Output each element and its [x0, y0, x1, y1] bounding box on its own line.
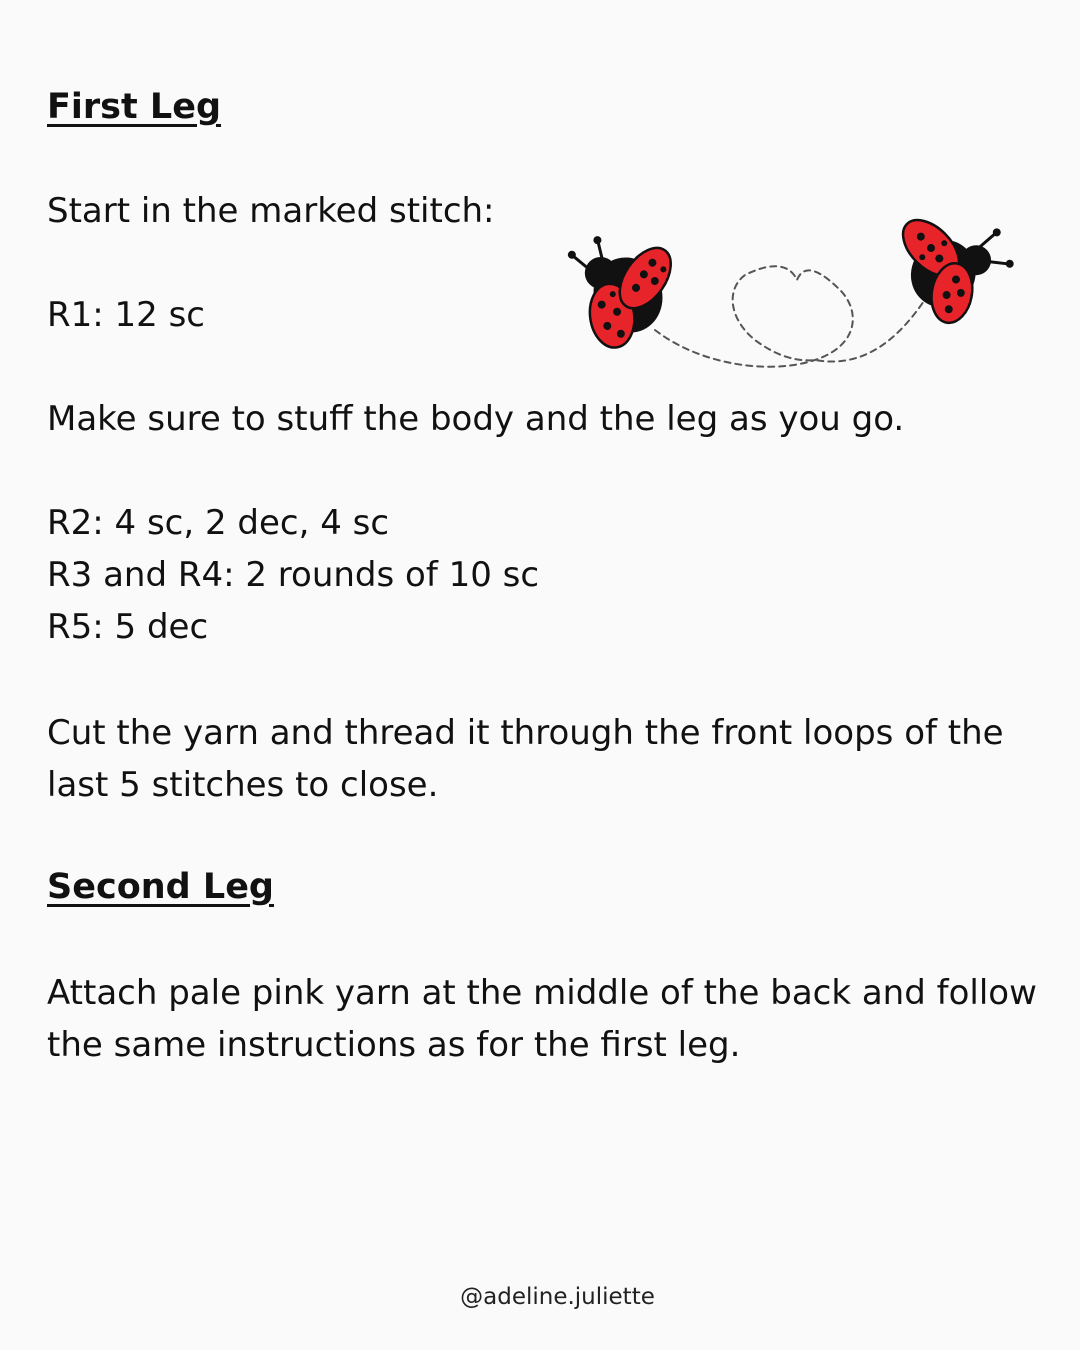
- ladybug-icon: [868, 200, 1020, 343]
- first-leg-heading: First Leg: [47, 87, 222, 127]
- dotted-heart-path-icon: [655, 266, 928, 367]
- round-3-4-instruction: R3 and R4: 2 rounds of 10 sc: [47, 555, 540, 595]
- stuffing-note: Make sure to stuff the body and the leg as you go.: [47, 399, 905, 439]
- author-handle: @adeline.juliette: [460, 1284, 655, 1310]
- ladybug-icon: [560, 212, 703, 359]
- round-1-instruction: R1: 12 sc: [47, 295, 205, 335]
- attach-instruction: Attach pale pink yarn at the middle of the back and follow the same instructions as for the first leg.: [47, 973, 1037, 1065]
- ladybugs-decoration: [560, 200, 1020, 380]
- second-leg-heading: Second Leg: [47, 867, 274, 907]
- round-2-instruction: R2: 4 sc, 2 dec, 4 sc: [47, 503, 390, 543]
- round-5-instruction: R5: 5 dec: [47, 607, 209, 647]
- start-instruction: Start in the marked stitch:: [47, 191, 495, 231]
- closing-instruction: Cut the yarn and thread it through the front loops of the last 5 stitches to close.: [47, 713, 1004, 805]
